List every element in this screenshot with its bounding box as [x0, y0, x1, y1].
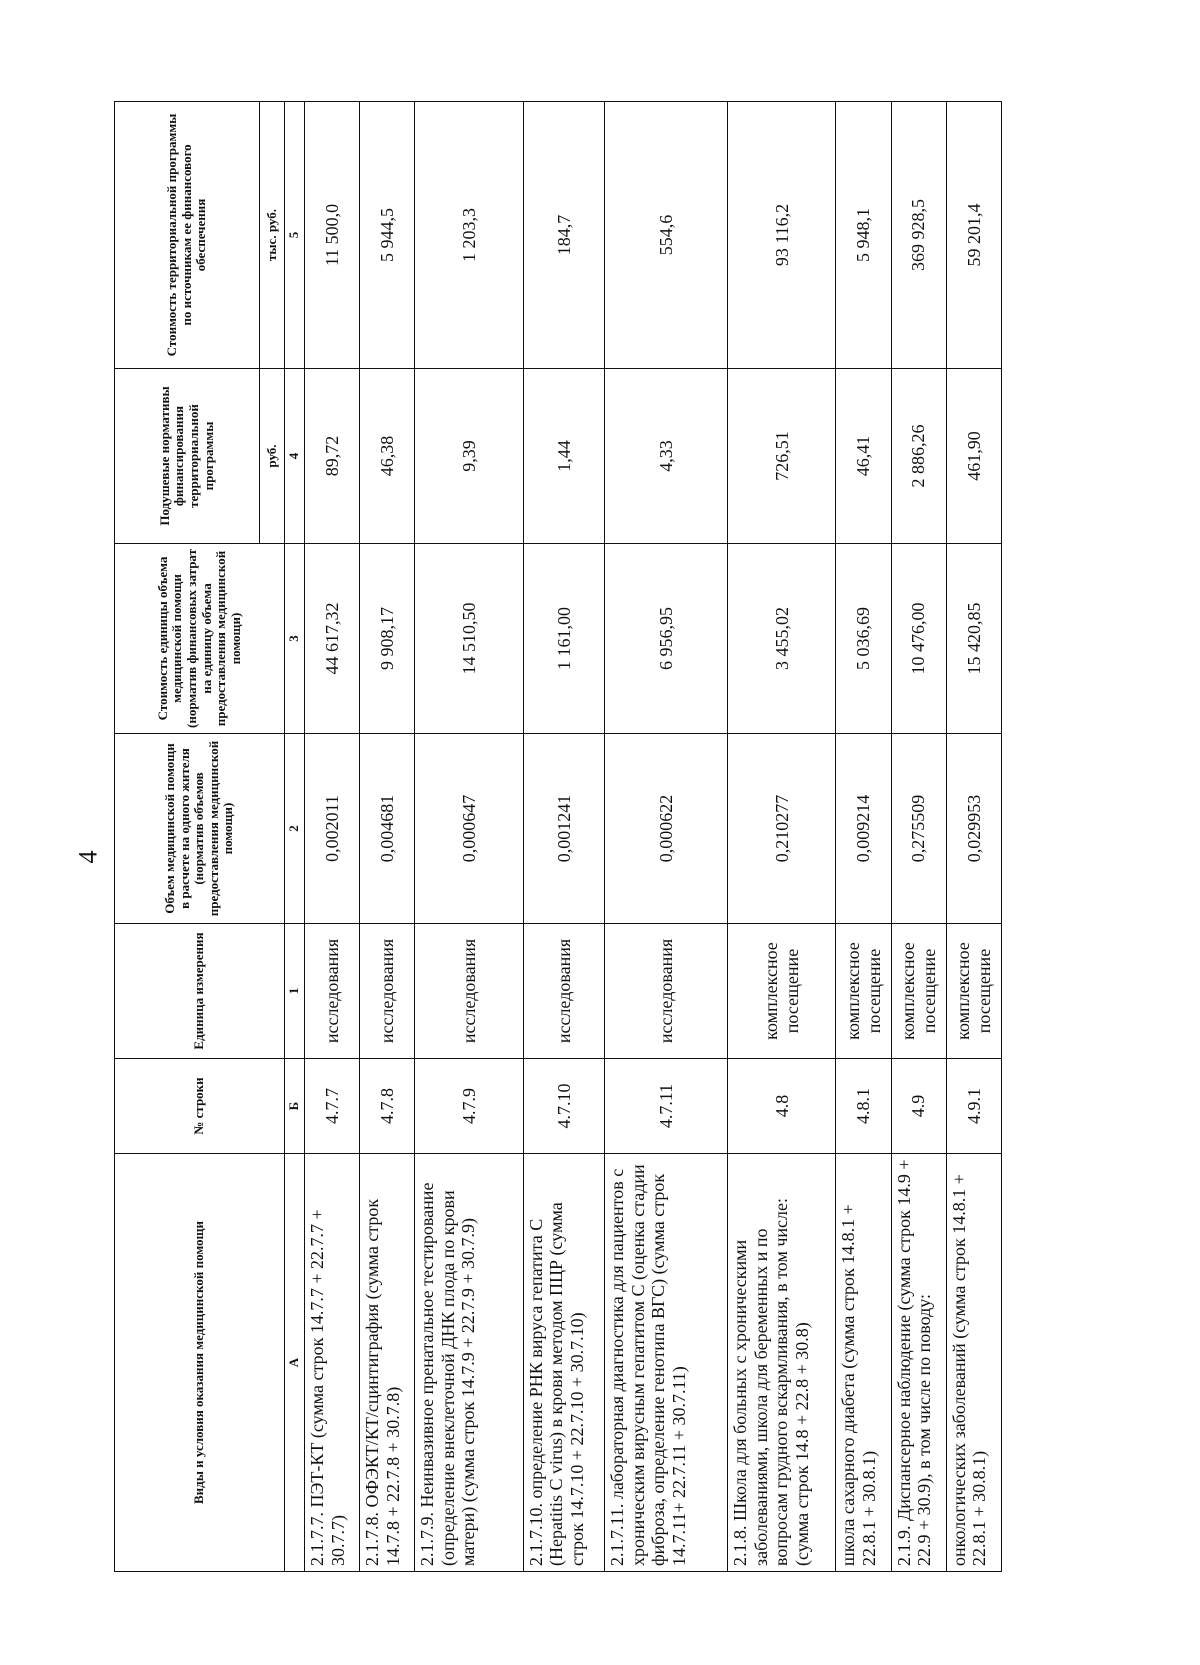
cell-cost: 44 617,32: [305, 544, 360, 734]
cell-per-capita: 46,41: [836, 369, 891, 544]
table-row: [946, 102, 1001, 1572]
cell-total: 554,6: [605, 102, 728, 369]
col-number-5: 5: [285, 102, 305, 369]
cell-total: 11 500,0: [305, 102, 360, 369]
cell-line: 4.8.1: [836, 1059, 891, 1154]
cell-per-capita: 46,38: [360, 369, 415, 544]
cell-line: 4.7.10: [523, 1059, 605, 1154]
cell-cost: 9 908,17: [360, 544, 415, 734]
cell-line: 4.9: [891, 1059, 946, 1154]
header-unit-thousand-rub: тыс. руб.: [260, 102, 285, 369]
cell-line: 4.7.8: [360, 1059, 415, 1154]
cell-line: 4.9.1: [946, 1059, 1001, 1154]
cell-unit: исследования: [305, 924, 360, 1059]
header-volume: Объем медицинской помощи в расчете на одного жителя (норматив объемов предоставления медицинской помощи): [115, 734, 285, 924]
cell-per-capita: 89,72: [305, 369, 360, 544]
cell-total: 184,7: [523, 102, 605, 369]
cell-unit: исследования: [523, 924, 605, 1059]
cell-cost: 15 420,85: [946, 544, 1001, 734]
col-number-1: 1: [285, 924, 305, 1059]
cell-unit: комплексное посещение: [946, 924, 1001, 1059]
cell-line: 4.7.7: [305, 1059, 360, 1154]
cell-volume: 0,029953: [946, 734, 1001, 924]
col-number-2: 2: [285, 734, 305, 924]
cell-total: 59 201,4: [946, 102, 1001, 369]
cell-type: 2.1.7.9. Неинвазивное пренатальное тестирование (определение внеклеточной ДНК плода по крови матери) (сумма строк 14.7.9 + 22.7.9 + 30.7.9): [415, 1154, 523, 1572]
cell-cost: 3 455,02: [728, 544, 836, 734]
cell-volume: 0,002011: [305, 734, 360, 924]
cell-volume: 0,001241: [523, 734, 605, 924]
cell-unit: исследования: [415, 924, 523, 1059]
header-total-cost: Стоимость территориальной программы по источникам ее финансового обеспечения: [115, 102, 260, 369]
cell-volume: 0,004681: [360, 734, 415, 924]
page-number: 4: [73, 850, 103, 864]
cell-per-capita: 461,90: [946, 369, 1001, 544]
cell-total: 369 928,5: [891, 102, 946, 369]
col-number-3: 3: [285, 544, 305, 734]
cell-cost: 5 036,69: [836, 544, 891, 734]
cell-type: школа сахарного диабета (сумма строк 14.8.1 + 22.8.1 + 30.8.1): [836, 1154, 891, 1572]
header-line-number: № строки: [115, 1059, 285, 1154]
cell-type: 2.1.9. Диспансерное наблюдение (сумма строк 14.9 + 22.9 + 30.9), в том числе по поводу:: [891, 1154, 946, 1572]
cell-per-capita: 2 886,26: [891, 369, 946, 544]
rotated-table-container: [114, 102, 1002, 1572]
cell-type: 2.1.8. Школа для больных с хроническими заболеваниями, школа для беременных и по вопросам грудного вскармливания, в том числе: (сумма строк 14.8 + 22.8 + 30.8): [728, 1154, 836, 1572]
table-row: [605, 102, 728, 1572]
financing-table: [114, 101, 1002, 1572]
cell-unit: комплексное посещение: [836, 924, 891, 1059]
cell-unit: комплексное посещение: [728, 924, 836, 1059]
header-unit-cost: Стоимость единицы объема медицинской помощи (норматив финансовых затрат на единицу объема предоставления медицинской помощи): [115, 544, 285, 734]
cell-unit: исследования: [605, 924, 728, 1059]
cell-line: 4.7.11: [605, 1059, 728, 1154]
cell-unit: исследования: [360, 924, 415, 1059]
header-unit-rub: руб.: [260, 369, 285, 544]
cell-cost: 1 161,00: [523, 544, 605, 734]
col-number-b: Б: [285, 1059, 305, 1154]
cell-volume: 0,000622: [605, 734, 728, 924]
table-row: [728, 102, 836, 1572]
cell-total: 93 116,2: [728, 102, 836, 369]
cell-type: 2.1.7.10. определение РНК вируса гепатита С (Hepatitis C virus) в крови методом ПЦР (сумма строк 14.7.10 + 22.7.10 + 30.7.10): [523, 1154, 605, 1572]
cell-total: 1 203,3: [415, 102, 523, 369]
cell-cost: 14 510,50: [415, 544, 523, 734]
col-number-4: 4: [285, 369, 305, 544]
table-row: [523, 102, 605, 1572]
table-row: [415, 102, 523, 1572]
cell-volume: 0,210277: [728, 734, 836, 924]
cell-per-capita: 9,39: [415, 369, 523, 544]
cell-volume: 0,275509: [891, 734, 946, 924]
table-body: [305, 102, 1002, 1572]
table-row: [360, 102, 415, 1572]
cell-volume: 0,000647: [415, 734, 523, 924]
header-per-capita: Подушевые нормативы финансирования территориальной программы: [115, 369, 260, 544]
table-row: [891, 102, 946, 1572]
col-number-a: А: [285, 1154, 305, 1572]
cell-cost: 6 956,95: [605, 544, 728, 734]
cell-cost: 10 476,00: [891, 544, 946, 734]
cell-type: 2.1.7.11. лабораторная диагностика для пациентов с хроническим вирусным гепатитом С (оценка стадии фиброза, определение генотипа ВГС) (сумма строк 14.7.11+ 22.7.11 + 30.7.11): [605, 1154, 728, 1572]
cell-line: 4.7.9: [415, 1059, 523, 1154]
header-types: Виды и условия оказания медицинской помощи: [115, 1154, 285, 1572]
table-row: [836, 102, 891, 1572]
table-row: [305, 102, 360, 1572]
cell-type: 2.1.7.8. ОФЭКТ/КТ/сцинтиграфия (сумма строк 14.7.8 + 22.7.8 + 30.7.8): [360, 1154, 415, 1572]
cell-total: 5 944,5: [360, 102, 415, 369]
cell-unit: комплексное посещение: [891, 924, 946, 1059]
cell-volume: 0,009214: [836, 734, 891, 924]
cell-per-capita: 1,44: [523, 369, 605, 544]
cell-total: 5 948,1: [836, 102, 891, 369]
cell-line: 4.8: [728, 1059, 836, 1154]
cell-type: онкологических заболеваний (сумма строк 14.8.1 + 22.8.1 + 30.8.1): [946, 1154, 1001, 1572]
cell-type: 2.1.7.7. ПЭТ-КТ (сумма строк 14.7.7 + 22.7.7 + 30.7.7): [305, 1154, 360, 1572]
cell-per-capita: 4,33: [605, 369, 728, 544]
cell-per-capita: 726,51: [728, 369, 836, 544]
header-unit: Единица измерения: [115, 924, 285, 1059]
